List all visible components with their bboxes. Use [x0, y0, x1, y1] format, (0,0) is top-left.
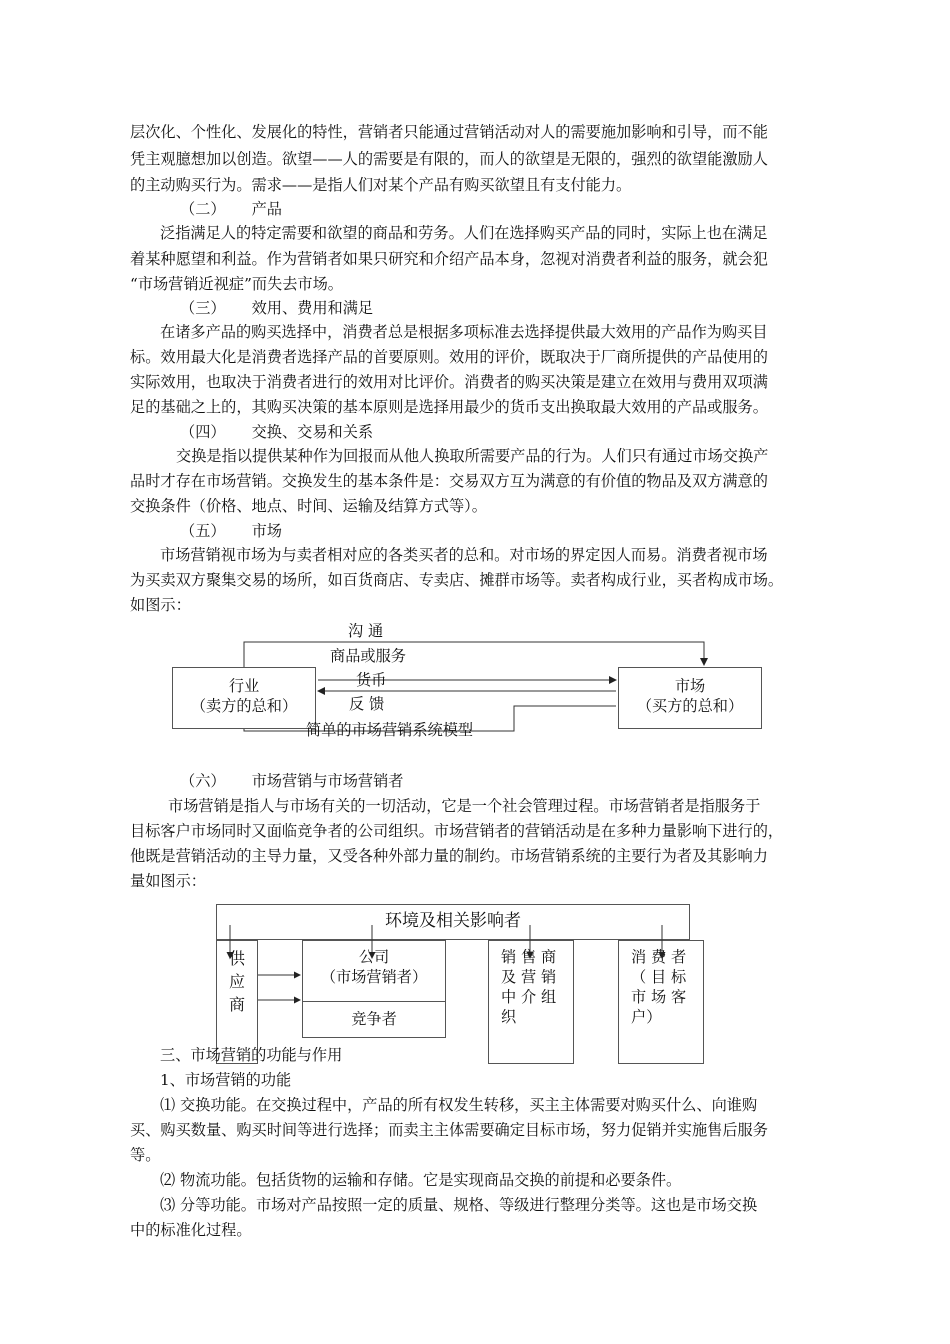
consumer-label-2: （ 目 标 — [631, 968, 687, 986]
intermediary-label-4: 织 — [501, 1008, 517, 1026]
body-line: 品时才存在市场营销。交换发生的基本条件是：交易双方互为满意的有价值的物品及双方满意的 — [130, 472, 768, 490]
body-line: 为买卖双方聚集交易的场所，如百货商店、专卖店、摊群市场等。卖者构成行业，买者构成市场。 — [130, 571, 784, 589]
section-heading-3: （三） 效用、费用和满足 — [180, 299, 374, 317]
body-line: 他既是营销活动的主导力量，又受各种外部力量的制约。市场营销系统的主要行为者及其影响力 — [130, 847, 768, 865]
body-line: 实际效用，也取决于消费者进行的效用对比评价。消费者的购买决策是建立在效用与费用双项满 — [130, 373, 768, 391]
body-line: “市场营销近视症”而失去市场。 — [130, 275, 343, 293]
body-line: 着某种愿望和利益。作为营销者如果只研究和介绍产品本身，忽视对消费者利益的服务，就会犯 — [130, 250, 768, 268]
industry-label: 行业 — [228, 677, 260, 695]
market-sublabel: （买方的总和） — [636, 697, 744, 715]
money-label: 货币 — [356, 671, 387, 689]
body-line: 目标客户市场同时又面临竞争者的公司组织。市场营销者的营销活动是在多种力量影响下进行的， — [130, 822, 784, 840]
body-line: 交换是指以提供某种作为回报而从他人换取所需要产品的行为。人们只有通过市场交换产 — [176, 447, 769, 465]
body-line: 等。 — [130, 1146, 161, 1164]
environment-label: 环境及相关影响者 — [385, 911, 521, 931]
consumer-label-1: 消 费 者 — [631, 948, 687, 966]
company-sublabel: （市场营销者） — [320, 968, 428, 986]
body-line: ⑴ 交换功能。在交换过程中，产品的所有权发生转移，买主主体需要对购买什么、向谁购 — [160, 1096, 758, 1114]
body-line: 市场营销视市场为与卖者相对应的各类买者的总和。对市场的界定因人而易。消费者视市场 — [160, 546, 768, 564]
body-line: 标。效用最大化是消费者选择产品的首要原则。效用的评价，既取决于厂商所提供的产品使用的 — [130, 348, 768, 366]
industry-sublabel: （卖方的总和） — [190, 697, 298, 715]
sub-heading: 1、市场营销的功能 — [160, 1071, 292, 1089]
consumer-label-3: 市 场 客 — [631, 988, 687, 1006]
body-line: 中的标准化过程。 — [130, 1221, 252, 1239]
supplier-label-3: 商 — [228, 995, 245, 1014]
supplier-label-2: 应 — [228, 972, 245, 991]
intermediary-label-2: 及 营 销 — [501, 968, 557, 986]
intermediary-label-1: 销 售 商 — [501, 948, 557, 966]
competitor-label: 竞争者 — [351, 1010, 397, 1028]
body-line: 市场营销是指人与市场有关的一切活动，它是一个社会管理过程。市场营销者是指服务于 — [168, 797, 761, 815]
intermediary-label-3: 中 介 组 — [501, 988, 557, 1006]
company-label: 公司 — [358, 948, 390, 966]
part-heading: 三、市场营销的功能与作用 — [160, 1046, 343, 1064]
body-line: ⑵ 物流功能。包括货物的运输和存储。它是实现商品交换的前提和必要条件。 — [160, 1171, 682, 1189]
body-line: ⑶ 分等功能。市场对产品按照一定的质量、规格、等级进行整理分类等。这也是市场交换 — [160, 1196, 758, 1214]
section-heading-2: （二） 产品 — [180, 200, 282, 218]
goods-label: 商品或服务 — [330, 647, 406, 665]
section-heading-4: （四） 交换、交易和关系 — [180, 423, 374, 441]
body-line: 在诸多产品的购买选择中，消费者总是根据多项标准去选择提供最大效用的产品作为购买目 — [160, 323, 768, 341]
feedback-label: 反 馈 — [349, 695, 385, 713]
market-label: 市场 — [674, 677, 706, 695]
diagram-caption: 简单的市场营销系统模型 — [306, 721, 474, 739]
body-line: 量如图示： — [130, 872, 206, 890]
communication-label: 沟 通 — [348, 622, 384, 640]
consumer-label-4: 户） — [631, 1008, 662, 1026]
body-line: 的主动购买行为。需求——是指人们对某个产品有购买欲望且有支付能力。 — [130, 176, 632, 194]
supplier-label-1: 供 — [228, 949, 245, 968]
body-line: 交换条件（价格、地点、时间、运输及结算方式等）。 — [130, 497, 487, 515]
body-line: 足的基础之上的，其购买决策的基本原则是选择用最少的货币支出换取最大效用的产品或服务。 — [130, 398, 768, 416]
body-line: 凭主观臆想加以创造。欲望——人的需要是有限的，而人的欲望是无限的，强烈的欲望能激励人 — [130, 150, 768, 168]
body-line: 买、购买数量、购买时间等进行选择；而卖主主体需要确定目标市场，努力促销并实施售后服务 — [130, 1121, 768, 1139]
body-line: 层次化、个性化、发展化的特性，营销者只能通过营销活动对人的需要施加影响和引导，而不能 — [130, 123, 768, 141]
body-line: 如图示： — [130, 596, 191, 614]
section-heading-5: （五） 市场 — [180, 522, 282, 540]
body-line: 泛指满足人的特定需要和欲望的商品和劳务。人们在选择购买产品的同时，实际上也在满足 — [160, 224, 768, 242]
section-heading-6: （六） 市场营销与市场营销者 — [180, 772, 404, 790]
